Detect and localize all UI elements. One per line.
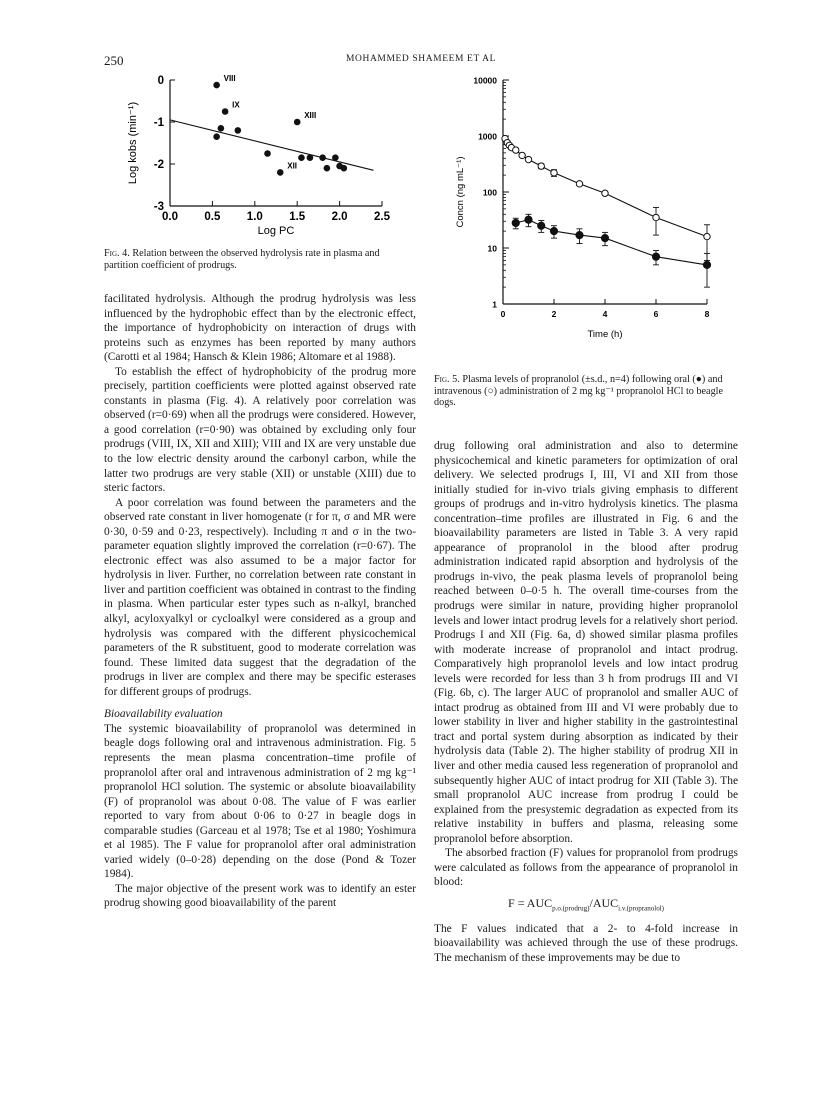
fig5-data-point (513, 147, 519, 153)
fig5-y-tick-label: 100 (482, 187, 497, 198)
left-paragraph-1: facilitated hydrolysis. Although the prodrug hydrolysis was less influenced by the hydrophobic effect than by the electronic effect, the importance of hydrophobicity on interaction of drugs with proteins such as enzymes has been reported by many authors (Carotti et al 1984; Hansch & Klein 1986; Altomare et al 1988). (104, 293, 416, 364)
fig5-data-point (538, 163, 544, 169)
fig5-data-point (512, 219, 519, 226)
right-text-column (434, 439, 738, 966)
fig4-x-tick-label: 0.0 (162, 211, 178, 223)
fig4-data-point (218, 125, 225, 132)
section-heading-bioavailability: Bioavailability evaluation (104, 708, 223, 721)
right-paragraph-3: The F values indicated that a 2- to 4-fold increase in bioavailability was achieved through the use of these prodrugs. The mechanism of these improvements may be due to (434, 922, 738, 964)
fig4-data-point (264, 150, 271, 157)
fig5-x-tick-label: 0 (500, 309, 506, 319)
fig5-data-point (601, 235, 608, 242)
fig4-caption-text: Relation between the observed hydrolysis rate in plasma and partition coefficient of prodrugs. (104, 248, 380, 271)
running-head: MOHAMMED SHAMEEM ET AL (346, 54, 496, 64)
fig5-data-point (602, 190, 608, 196)
fig4-data-point (213, 133, 220, 140)
fig4-caption (104, 248, 416, 271)
fig5-y-tick-label: 10 (487, 243, 497, 254)
fig5-data-point (551, 170, 557, 176)
fig4-point-label: XII (287, 161, 298, 171)
fig4-data-point (277, 169, 284, 176)
fig4-x-tick-label: 2.5 (374, 211, 390, 223)
fig4-scatter-plot (104, 66, 414, 244)
fig4-x-axis-label: Log PC (257, 225, 295, 237)
right-paragraph-1: drug following oral administration and also to determine physicochemical and kinetic parameters for optimization of oral delivery. We selected prodrugs I, III, VI and XII from those initially studied for in-vivo trials giving emphasis to different groups of prodrugs and in-vitro hydrolysis kinetics. The plasma concentration–time profiles are illustrated in Fig. 6 and the bioavailability parameters are listed in Table 3. A very rapid appearance of propranolol in the blood after prodrug administration indicated rapid absorption and hydrolysis of the prodrugs in-vivo, the peak plasma levels of propranolol being reached between 0–0·5 h. The overall time-courses from the prodrugs were similar in nature, providing higher propranolol levels and lower intact prodrug levels for a relatively short period. Prodrugs I and XII (Fig. 6a, d) showed similar plasma profiles with moderate increase of propranolol and intact prodrug. Comparatively high propranolol levels and low intact prodrug levels were recorded for less than 3 h from prodrugs III and VI (Fig. 6b, c). The larger AUC of propranolol and smaller AUC of intact prodrug as obtained from III and VI were probably due to lower stability in liver and higher stability in the gastrointestinal tract and portal system during absorption as indicated by their hydrolysis data (Table 2). The higher stability of prodrug XII in liver and other media caused less regeneration of propranolol and subsequently higher AUC of intact prodrug for XII (Table 3). The small propranolol AUC increase from prodrug I could be explained from the presystemic degradation as expected from its relative instability in buffers and plasma, releasing some propranolol before absorption. (434, 440, 738, 845)
fig5-data-point (519, 152, 525, 158)
page-number: 250 (104, 53, 124, 68)
fig5-data-point (704, 233, 710, 239)
fig4-y-tick-label: 0 (157, 75, 164, 87)
fig4-point-label: IX (232, 100, 240, 110)
fig4-y-axis-label: Log kobs (min⁻¹) (127, 101, 139, 185)
fig5-x-tick-label: 2 (551, 309, 557, 319)
fig5-axes (455, 76, 710, 341)
equation-mid: /AUC (589, 895, 619, 910)
fig5-x-tick-label: 6 (653, 309, 659, 319)
fig4-data-point (332, 154, 339, 161)
fig5-data-point (652, 253, 659, 260)
fig4-x-tick-label: 0.5 (204, 211, 221, 223)
fig4-data-point (213, 82, 220, 89)
left-paragraph-3: A poor correlation was found between the parameters and the observed rate constant in liver homogenate (r for π, σ and MR were 0·30, 0·59 and 0·23, respectively). Including π and σ in the two-parameter equation slightly improved the correlation (r=0·67). The electronic effect was also assumed to be a major factor for hydrolysis in liver. Further, no correlation between rate constant in liver and partition coefficient was obtained in contrast to the finding in plasma. When particular ester types such as n-alkyl, branched alkyl, acyloxyalkyl or cycloalkyl were considered as a group and hydrolysis was compared with the different physicochemical parameters of the R substituent, good to moderate correlation was found. These limited data suggest that the degradation of the prodrugs in liver are complex and there may be specific esterases for different groups of prodrugs. (104, 496, 416, 698)
fig5-data-point (703, 261, 710, 268)
fig5-caption-text: Plasma levels of propranolol (±s.d., n=4) following oral (●) and intravenous (○) administration of 2 mg kg⁻¹ propranolol HCl to beagle dogs. (434, 374, 724, 408)
fig5-line-plot (445, 66, 735, 366)
fig5-x-tick-label: 4 (602, 309, 608, 319)
fig4-data-point (324, 165, 331, 172)
fig5-y-tick-label: 1000 (478, 131, 497, 142)
fig4-points (213, 74, 347, 176)
fig4-axes (127, 75, 391, 237)
equation-sub-1: p.o.(prodrug) (552, 904, 590, 913)
fig4-data-point (235, 127, 242, 134)
fig5-caption-lead: Fig. 5. (434, 374, 460, 385)
fig5-caption (434, 374, 738, 409)
fig4-caption-lead: Fig. 4. (104, 248, 130, 259)
fig5-y-tick-label: 1 (492, 299, 497, 310)
fig5-y-tick-label: 10000 (473, 75, 497, 86)
fig5-x-axis-label: Time (h) (587, 329, 623, 340)
fig4-point-label: XIII (304, 111, 317, 120)
fig5-series-oral (512, 214, 710, 287)
fig5-data-point (538, 222, 545, 229)
left-text-column (104, 292, 416, 911)
fig4-data-point (341, 165, 348, 172)
left-paragraph-4: The systemic bioavailability of propranolol was determined in beagle dogs following oral and intravenous administration. Fig. 5 represents the mean plasma concentration–time profile of propranolol after oral and intravenous administration of 2 mg kg⁻¹ propranolol HCl solution. The systemic or absolute bioavailability (F) of propranolol was about 0·08. The value of F was earlier reported to vary from about 0·06 to 0·27 in beagle dogs in comparable studies (Garceau et al 1978; Tse et al 1980; Yoshimura et al 1985). The F value for propranolol after oral administration varied widely (0–0·28) depending on the dose (Pond & Tozer 1984). (104, 722, 416, 881)
fig4-x-tick-label: 2.0 (331, 211, 348, 223)
fig5-data-point (525, 216, 532, 223)
fig5-data-point (576, 231, 583, 238)
fig4-data-point (294, 119, 301, 126)
fig4-regression-line (170, 120, 374, 170)
fig5-data-point (550, 228, 557, 235)
bioavailability-equation (434, 896, 738, 916)
equation-main: F = AUC (508, 895, 553, 910)
fig5-y-axis-label: Concn (ng mL⁻¹) (455, 156, 466, 228)
equation-sub-2: i.v.(propranolol) (618, 904, 664, 913)
fig4-x-tick-label: 1.0 (246, 211, 263, 223)
fig4-data-point (222, 108, 229, 115)
fig4-y-tick-label: -3 (153, 201, 164, 213)
fig5-data-point (653, 214, 659, 220)
fig4-x-tick-label: 1.5 (289, 211, 306, 223)
left-paragraph-2: To establish the effect of hydrophobicity of the prodrug more precisely, partition coefficients were plotted against observed rate constants in plasma (Fig. 4). A relatively poor correlation was observed (r=0·69) when all the prodrugs were considered. However, a good correlation (r=0·90) was obtained by excluding only four prodrugs (VIII, IX, XII and XIII); VIII and IX are very unstable due to the low electric density around the carbonyl carbon, while the latter two prodrugs are very stable (XII) or unstable (XIII) due to steric factors. (104, 365, 416, 495)
fig4-point-label: VIII (223, 74, 236, 84)
fig5-data-point (525, 156, 531, 162)
fig5-series-line (505, 139, 707, 237)
fig4-data-point (298, 154, 305, 161)
fig5-data-point (576, 181, 582, 187)
fig4-y-tick-label: -1 (153, 117, 164, 129)
fig5-series (502, 135, 711, 287)
fig5-x-tick-label: 8 (704, 309, 710, 319)
fig4-data-point (307, 154, 314, 161)
right-paragraph-2: The absorbed fraction (F) values for propranolol from prodrugs were calculated as follows from the appearance of propranolol in blood: (434, 847, 738, 889)
fig4-data-point (319, 154, 326, 161)
left-paragraph-5: The major objective of the present work was to identify an ester prodrug showing good bioavailability of the parent (104, 882, 416, 910)
fig4-y-tick-label: -2 (153, 159, 164, 171)
